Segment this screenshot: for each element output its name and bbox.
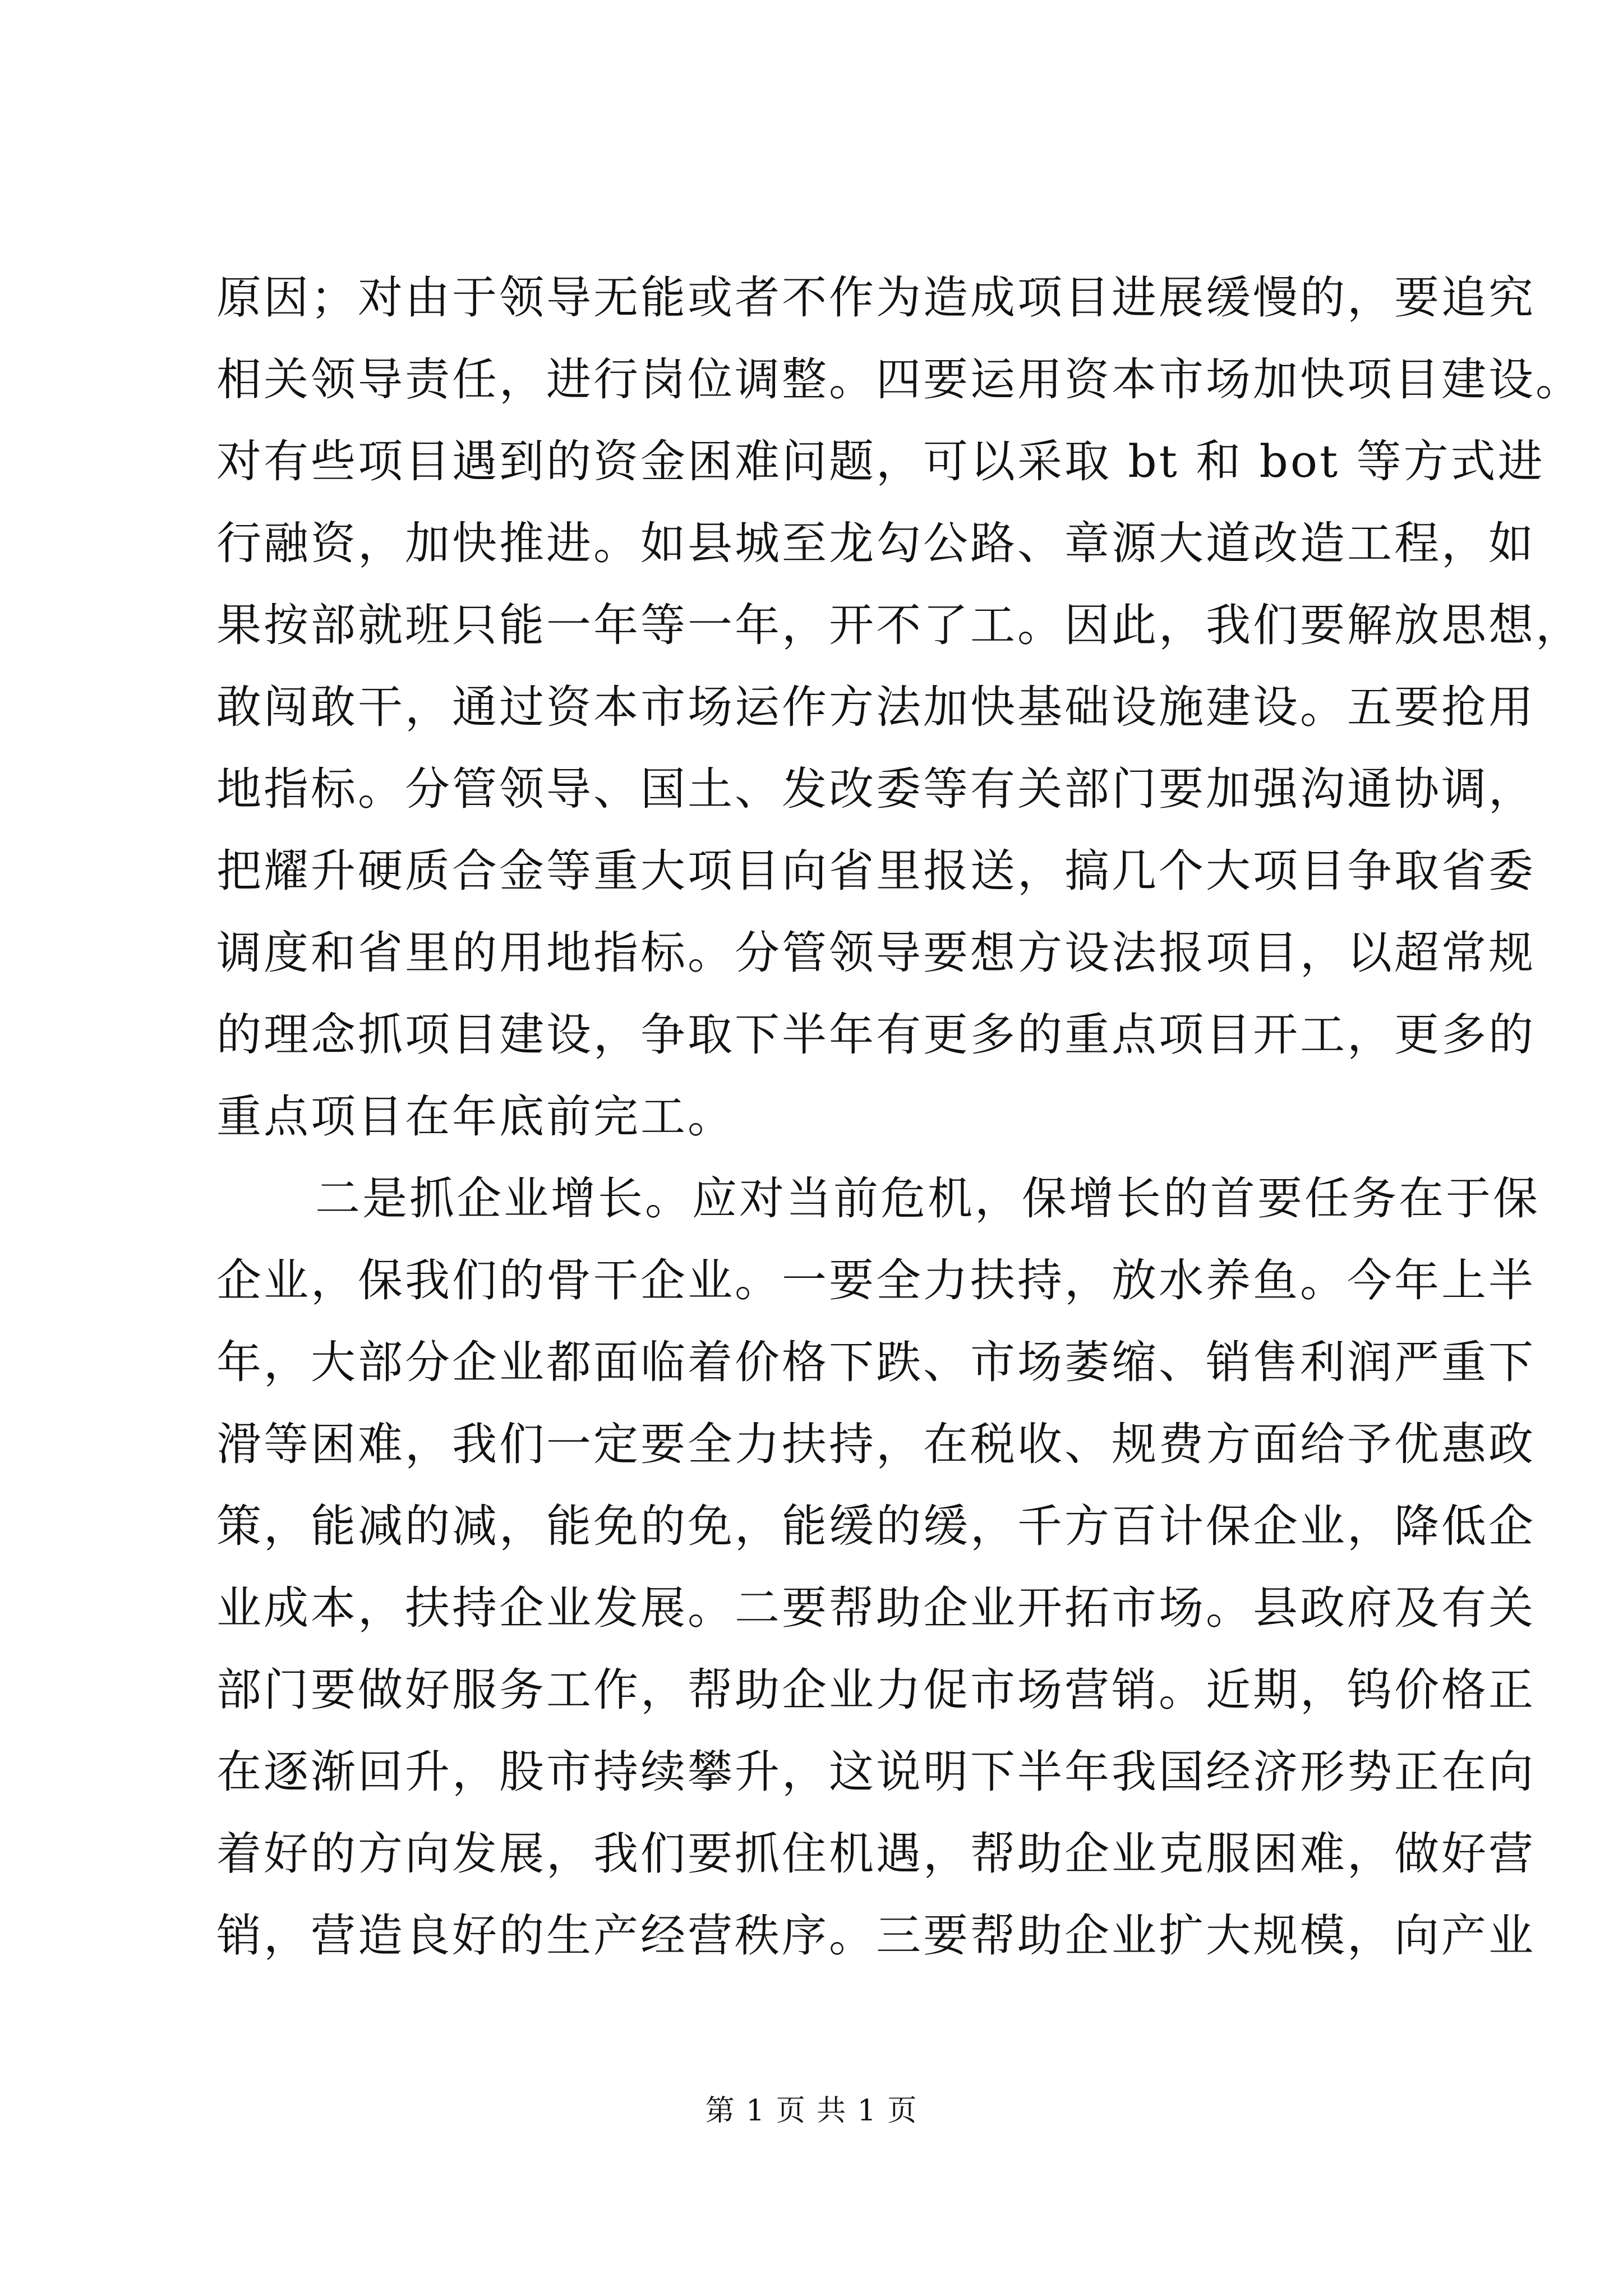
page-number: 第 1 页 共 1 页 bbox=[705, 2094, 918, 2128]
text-line: 把耀升硬质合金等重大项目向省里报送，搞几个大项目争取省委 bbox=[216, 845, 1536, 897]
text-line: 敢闯敢干，通过资本市场运作方法加快基础设施建设。五要抢用 bbox=[216, 681, 1536, 733]
text-line: 重点项目在年底前完工。 bbox=[216, 1091, 735, 1143]
paragraph-first-line: 二是抓企业增长。应对当前危机，保增长的首要任务在于保 bbox=[315, 1172, 1540, 1225]
text-line: 调度和省里的用地指标。分管领导要想方设法报项目，以超常规 bbox=[216, 927, 1536, 979]
body-text bbox=[216, 257, 1583, 1977]
text-line: 果按部就班只能一年等一年，开不了工。因此，我们要解放思想， bbox=[216, 599, 1583, 651]
page-footer bbox=[0, 2091, 1623, 2131]
text-line: 对有些项目遇到的资金困难问题，可以采取 bt 和 bot 等方式进 bbox=[216, 435, 1545, 487]
text-line: 销，营造良好的生产经营秩序。三要帮助企业扩大规模，向产业 bbox=[216, 1910, 1536, 1962]
text-line: 相关领导责任，进行岗位调整。四要运用资本市场加快项目建设。 bbox=[216, 353, 1583, 406]
text-line: 年，大部分企业都面临着价格下跌、市场萎缩、销售利润严重下 bbox=[216, 1336, 1536, 1388]
text-line: 原因；对由于领导无能或者不作为造成项目进展缓慢的，要追究 bbox=[216, 272, 1536, 324]
text-line: 滑等困难，我们一定要全力扶持，在税收、规费方面给予优惠政 bbox=[216, 1418, 1536, 1470]
text-line: 行融资，加快推进。如县城至龙勾公路、章源大道改造工程，如 bbox=[216, 517, 1536, 569]
text-line: 的理念抓项目建设，争取下半年有更多的重点项目开工，更多的 bbox=[216, 1009, 1536, 1061]
text-line: 部门要做好服务工作，帮助企业力促市场营销。近期，钨价格正 bbox=[216, 1664, 1536, 1716]
text-line: 地指标。分管领导、国土、发改委等有关部门要加强沟通协调， bbox=[216, 763, 1536, 815]
text-line: 策，能减的减，能免的免，能缓的缓，千方百计保企业，降低企 bbox=[216, 1500, 1536, 1552]
text-line: 企业，保我们的骨干企业。一要全力扶持，放水养鱼。今年上半 bbox=[216, 1254, 1536, 1306]
text-line: 着好的方向发展，我们要抓住机遇，帮助企业克服困难，做好营 bbox=[216, 1828, 1536, 1880]
text-line: 在逐渐回升，股市持续攀升，这说明下半年我国经济形势正在向 bbox=[216, 1746, 1536, 1798]
text-line: 业成本，扶持企业发展。二要帮助企业开拓市场。县政府及有关 bbox=[216, 1582, 1536, 1634]
